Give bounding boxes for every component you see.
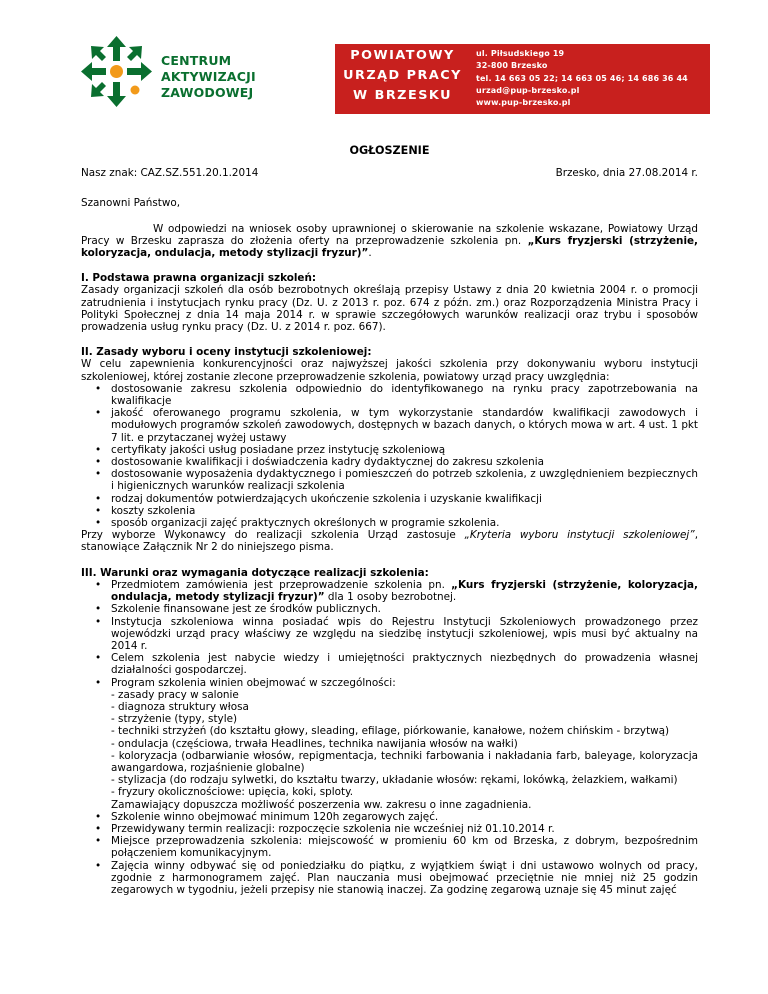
section-outro: [81, 529, 698, 553]
item-text-end: dla 1 osoby bezrobotnej.: [324, 591, 457, 604]
section-heading: III. Warunki oraz wymagania dotyczące realizacji szkolenia:: [81, 566, 429, 579]
list-item: • dostosowanie zakresu szkolenia odpowiednio do identyfikowanego na rynku pracy zapotrzebowania na kwalifikacje: [81, 383, 698, 407]
list-item: • sposób organizacji zajęć praktycznych określonych w programie szkolenia.: [81, 517, 698, 529]
list-item: • Miejsce przeprowadzenia szkolenia: miejscowość w promieniu 60 km od Brzeska, z dobrym, bezpośrednim połączeniem komunikacyjnym.: [81, 835, 698, 859]
office-line: POWIATOWY: [350, 48, 455, 63]
list-item: • koszty szkolenia: [81, 505, 698, 517]
list-item: • Zajęcia winny odbywać się od poniedziałku do piątku, z wyjątkiem świąt i dni ustawowo wolnych od pracy, zgodnie z harmonogramem zajęć. Plan nauczania musi obejmować przeciętnie nie mniej niż 25 godzin zegarowych w tygodniu, jeżeli przepisy nie stanowią inaczej. Za godzinę zegarową uznaje się 45 minut zajęć: [81, 860, 698, 897]
list-item: • Szkolenie finansowane jest ze środków publicznych.: [81, 603, 698, 615]
program-topic: - fryzury okolicznościowe: upięcia, koki, sploty.: [111, 786, 354, 799]
list-item: • Szkolenie winno obejmować minimum 120h zegarowych zajęć.: [81, 811, 698, 823]
list-item: • Instytucja szkoleniowa winna posiadać wpis do Rejestru Instytucji Szkoleniowych prowadzonego przez wojewódzki urząd pracy właściwy ze względu na siedzibę instytucji szkoleniowej, wpis musi być aktualny na 2014 r.: [81, 616, 698, 653]
phone-numbers: tel. 14 663 05 22; 14 663 05 46; 14 686 36 44: [476, 73, 688, 83]
item-lead: • Program szkolenia winien obejmować w szczególności:: [111, 676, 396, 689]
program-topic: - koloryzacja (odbarwianie włosów, repigmentacja, techniki farbowania i nakładania farb, baleyage, koloryzacja awangardowa, rozjaśnienie globalne): [111, 749, 698, 774]
intro-text: W odpowiedzi na wniosek osoby uprawnionej o skierowanie na szkolenie wskazane, Powiatowy Urząd Pracy w Brzesku zaprasza do złożenia oferty na przeprowadzenie szkolenia pn.: [81, 222, 698, 247]
list-item: • dostosowanie wyposażenia dydaktycznego i pomieszczeń do potrzeb szkolenia, z uwzględnieniem bezpiecznych i higienicznych warunków realizacji szkolenia: [81, 468, 698, 492]
logo-line: ZAWODOWEJ: [161, 85, 254, 100]
program-topic: - techniki strzyżeń (do kształtu głowy, sleading, efilage, piórkowanie, kanałowe, nożem chińskim - brzytwą): [111, 725, 670, 738]
section-text: W celu zapewnienia konkurencyjności oraz najwyższej jakości szkolenia przy dokonywaniu wyboru instytucji szkoleniowej, której zostanie zlecone przeprowadzenie szkolenia, powiatowy urząd pracy uwzględnia:: [81, 358, 698, 383]
list-item: • certyfikaty jakości usług posiadane przez instytucję szkoleniową: [81, 444, 698, 456]
letterhead: [0, 0, 768, 120]
section-legal-basis: [81, 272, 698, 333]
section-heading: I. Podstawa prawna organizacji szkoleń:: [81, 272, 317, 285]
greeting: Szanowni Państwo,: [81, 197, 181, 210]
office-name: [335, 46, 470, 106]
address-city: 32-800 Brzesko: [476, 61, 548, 71]
outro-end: , stanowiące Załącznik Nr 2 do niniejszego pisma.: [81, 529, 698, 554]
arrows-logo-icon: [79, 34, 154, 109]
section-text: Zasady organizacji szkoleń dla osób bezrobotnych określają przepisy Ustawy z dnia 20 kwietnia 2004 r. o promocji zatrudnienia i instytucjach rynku pracy (Dz. U. z 2013 r. poz. 674 z późn. zm.) oraz Rozporządzenia Ministra Pracy i Polityki Społecznej z dnia 14 maja 2014 r. w sprawie szczegółowych warunków realizacji oraz trybu i sposobów prowadzenia usług rynku pracy (Dz. U. z 2014 r. poz. 667).: [81, 284, 698, 334]
program-topic: - strzyżenie (typy, style): [111, 713, 238, 726]
address-street: ul. Piłsudskiego 19: [476, 49, 565, 58]
logo-line: CENTRUM: [161, 53, 232, 68]
email-address: urzad@pup-brzesko.pl: [476, 85, 580, 95]
list-item: • dostosowanie kwalifikacji i doświadczenia kadry dydaktycznej do zakresu szkolenia: [81, 456, 698, 468]
criteria-list: [81, 383, 698, 529]
course-name: „Kurs fryzjerski (strzyżenie, koloryzacja, ondulacja, metody stylizacji fryzur)”: [111, 578, 698, 604]
document-date: Brzesko, dnia 27.08.2014 r.: [555, 167, 698, 180]
section-conditions: [81, 567, 698, 896]
program-topic: - ondulacja (częściowa, trwała Headlines, technika nawijania włosów na wałki): [111, 737, 518, 750]
document-body: [81, 145, 698, 896]
program-topic: - diagnoza struktury włosa: [111, 700, 249, 713]
logo-wordmark: [161, 53, 256, 101]
conditions-list: [81, 579, 698, 896]
intro-end: .: [368, 247, 372, 260]
document-title: OGŁOSZENIE: [349, 144, 430, 157]
intro-paragraph: [81, 223, 698, 260]
office-line: W BRZESKU: [353, 88, 452, 103]
website-address: www.pup-brzesko.pl: [476, 98, 571, 108]
list-item: • Celem szkolenia jest nabycie wiedzy i umiejętności praktycznych niezbędnych do prowadzenia własnej działalności gospodarczej.: [81, 652, 698, 676]
section-selection-rules: [81, 346, 698, 553]
list-item: [81, 579, 698, 603]
program-topic: - stylizacja (do rodzaju sylwetki, do kształtu twarzy, układanie włosów: rękami, lokówką, żelazkiem, wałkami): [111, 774, 678, 787]
item-text: Przedmiotem zamówienia jest przeprowadzenie szkolenia pn.: [111, 578, 452, 591]
list-item: [81, 677, 698, 811]
outro-text: Przy wyborze Wykonawcy do realizacji szkolenia Urząd zastosuje: [81, 529, 465, 542]
course-name: „Kurs fryzjerski (strzyżenie, koloryzacja, ondulacja, metody stylizacji fryzur)”: [81, 234, 699, 260]
section-heading: II. Zasady wyboru i oceny instytucji szkoleniowej:: [81, 346, 372, 359]
criteria-reference: „Kryteria wyboru instytucji szkoleniowej”: [464, 529, 695, 542]
document-meta: [81, 167, 698, 179]
program-note: Zamawiający dopuszcza możliwość poszerzenia ww. zakresu o inne zagadnienia.: [111, 798, 532, 811]
logo-line: AKTYWIZACJI: [161, 69, 256, 84]
office-line: URZĄD PRACY: [343, 68, 462, 83]
program-topic: - zasady pracy w salonie: [111, 688, 239, 701]
reference-number: Nasz znak: CAZ.SZ.551.20.1.2014: [81, 167, 259, 180]
list-item: • Przewidywany termin realizacji: rozpoczęcie szkolenia nie wcześniej niż 01.10.2014 r.: [81, 823, 698, 835]
list-item: • jakość oferowanego programu szkolenia, w tym wykorzystanie standardów kwalifikacji zawodowych i modułowych programów szkoleń zawodowych, dostępnych w bazach danych, o których mowa w art. 4 ust. 1 pkt 7 lit. e przytaczanej wyżej ustawy: [81, 407, 698, 444]
list-item: • rodzaj dokumentów potwierdzających ukończenie szkolenia i uzyskanie kwalifikacji: [81, 493, 698, 505]
contact-info: [476, 48, 688, 109]
